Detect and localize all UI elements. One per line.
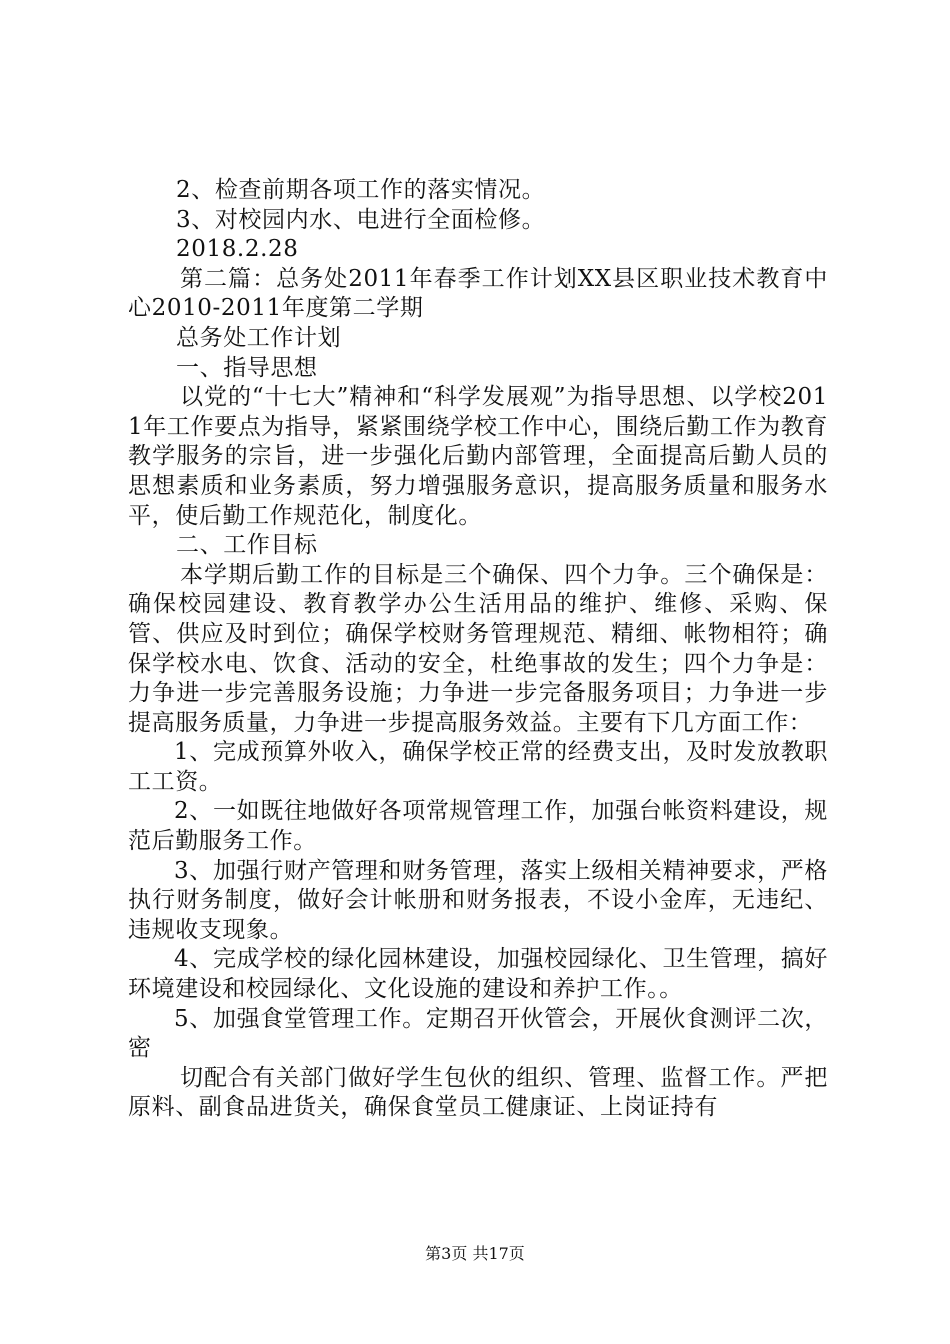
- page-number: 第3页 共17页: [425, 1244, 525, 1263]
- paragraph: 切配合有关部门做好学生包伙的组织、管理、监督工作。严把原料、副食品进货关，确保食堂员工健康证、上岗证持有: [128, 1064, 828, 1121]
- date-line: 2018.2.28: [176, 236, 299, 263]
- paragraph: 本学期后勤工作的目标是三个确保、四个力争。三个确保是：确保校园建设、教育教学办公生活用品的维护、维修、采购、保管、供应及时到位；确保学校财务管理规范、精细、帐物相符；确保学校水电、饮食、活动的安全，杜绝事故的发生；四个力争是：力争进一步完善服务设施；力争进一步完备服务项目；力争进一步提高服务质量，力争进一步提高服务效益。主要有下几方面工作：: [128, 561, 828, 736]
- list-item: 2、一如既往地做好各项常规管理工作，加强台帐资料建设，规范后勤服务工作。: [128, 798, 828, 855]
- section-heading: 第二篇：总务处2011年春季工作计划XX县区职业技术教育中心2010-2011年度第二学期: [128, 265, 828, 322]
- list-item: 1、完成预算外收入，确保学校正常的经费支出，及时发放教职工工资。: [128, 739, 828, 795]
- section-subtitle: 总务处工作计划: [176, 324, 342, 351]
- paragraph: 3、对校园内水、电进行全面检修。: [176, 206, 546, 233]
- page-footer: [0, 1244, 950, 1264]
- list-item: 5、加强食堂管理工作。定期召开伙管会，开展伙食测评二次，密: [128, 1005, 828, 1062]
- paragraph: 2、检查前期各项工作的落实情况。: [176, 177, 546, 203]
- heading-work-goals: 二、工作目标: [176, 532, 318, 559]
- list-item: 4、完成学校的绿化园林建设，加强校园绿化、卫生管理，搞好环境建设和校园绿化、文化设施的建设和养护工作。。: [128, 946, 828, 1003]
- list-item: 3、加强行财产管理和财务管理，落实上级相关精神要求，严格执行财务制度，做好会计帐册和财务报表，不设小金库，无违纪、违规收支现象。: [128, 857, 828, 943]
- document-body: [128, 176, 828, 1123]
- paragraph: 以党的“十七大”精神和“科学发展观”为指导思想、以学校2011年工作要点为指导，紧紧围绕学校工作中心，围绕后勤工作为教育教学服务的宗旨，进一步强化后勤内部管理，全面提高后勤人员的思想素质和业务素质，努力增强服务意识，提高服务质量和服务水平，使后勤工作规范化，制度化。: [128, 384, 828, 529]
- heading-guiding-ideology: 一、指导思想: [176, 354, 318, 381]
